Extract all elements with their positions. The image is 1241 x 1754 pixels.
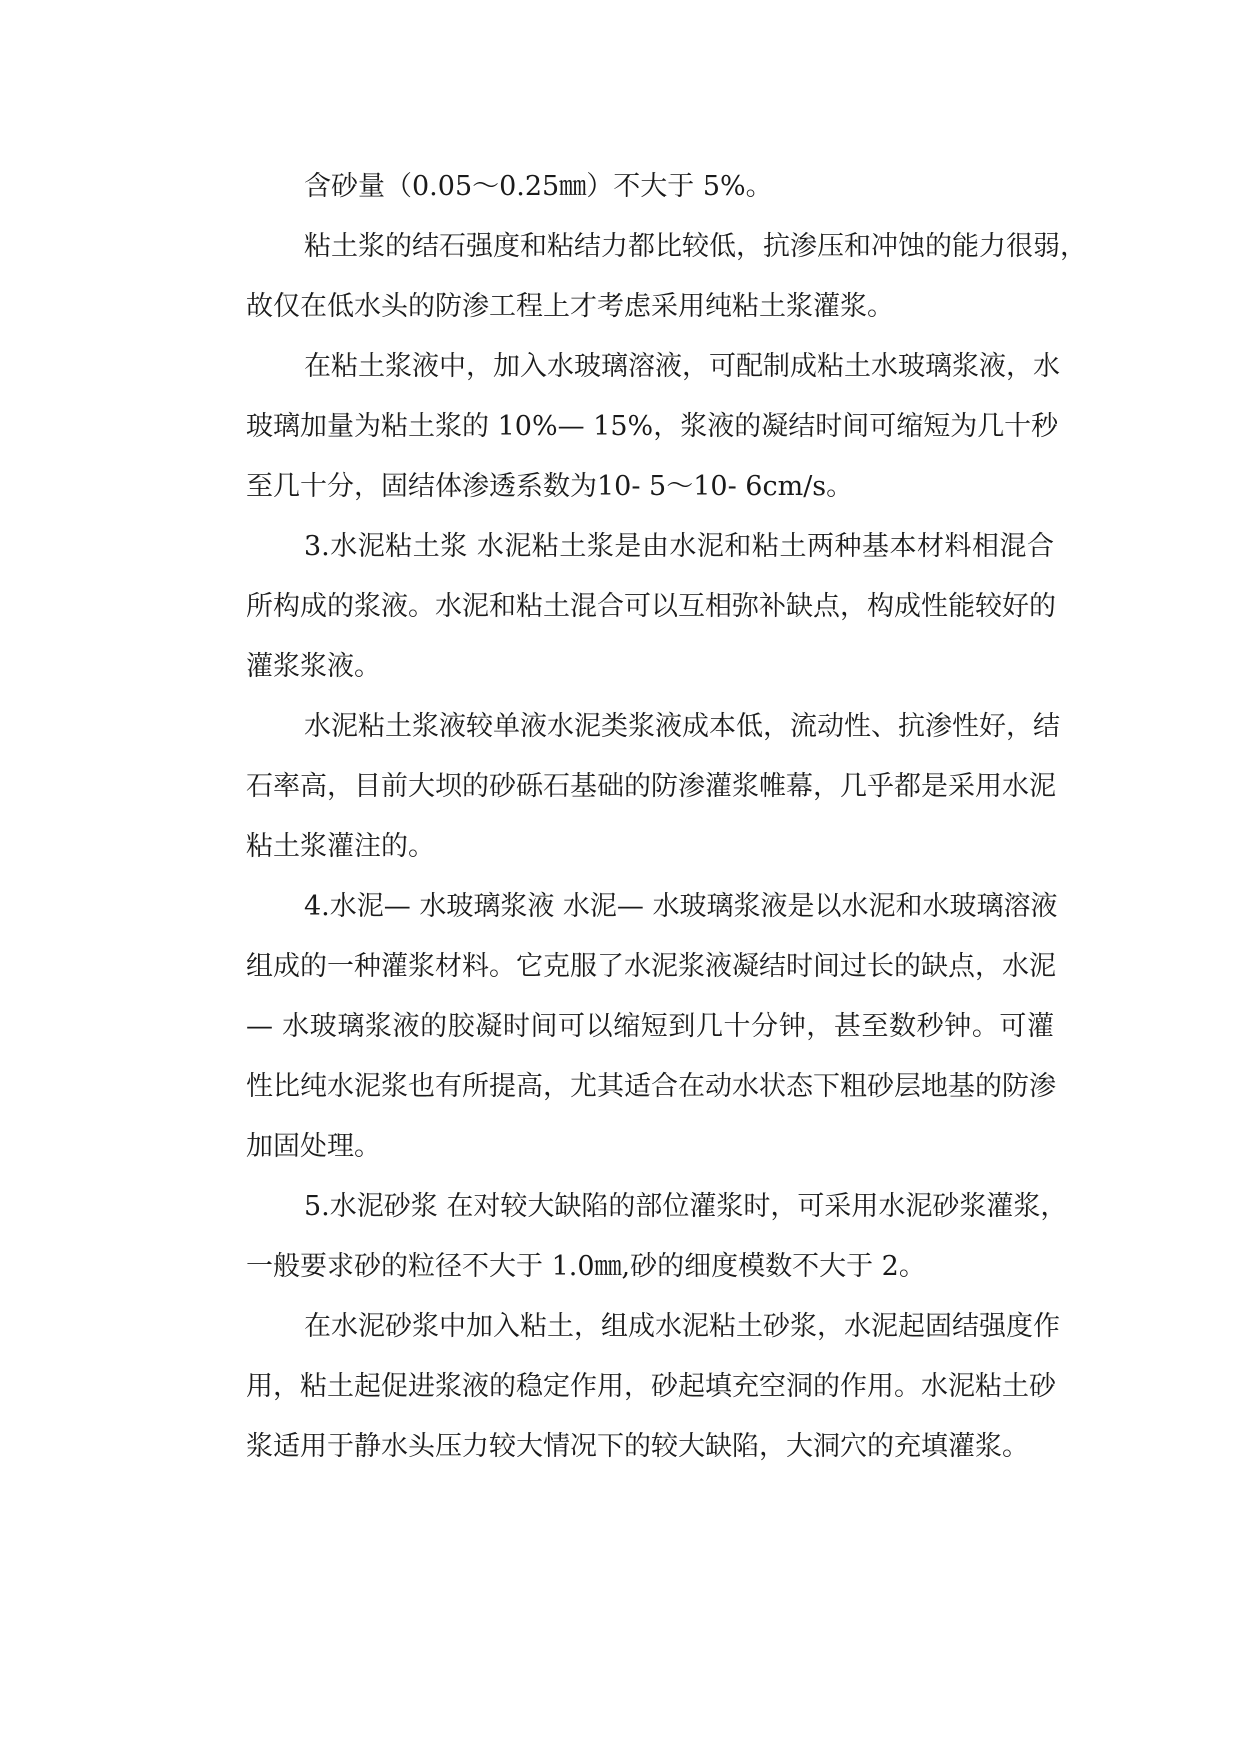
text-line: 浆适用于静水头压力较大情况下的较大缺陷，大洞穴的充填灌浆。 [246,1431,1029,1462]
text-line: 组成的一种灌浆材料。它克服了水泥浆液凝结时间过长的缺点，水泥 [246,951,1056,982]
document-body [188,157,1087,1477]
paragraph-sand-content [188,157,1054,217]
text-line: 在粘土浆液中，加入水玻璃溶液，可配制成粘土水玻璃浆液，水 [304,351,1060,382]
paragraph-clay-water-glass [188,337,1060,517]
text-line: 水泥粘土浆液较单液水泥类浆液成本低，流动性、抗渗性好，结 [304,711,1060,742]
text-line: 在水泥砂浆中加入粘土，组成水泥粘土砂浆，水泥起固结强度作 [304,1311,1060,1342]
text-line: 3.水泥粘土浆 水泥粘土浆是由水泥和粘土两种基本材料相混合 [304,531,1054,562]
text-line: 粘土浆的结石强度和粘结力都比较低，抗渗压和冲蚀的能力很弱， [304,231,1087,262]
text-line: 粘土浆灌注的。 [246,831,435,862]
text-line: 4.水泥— 水玻璃浆液 水泥— 水玻璃浆液是以水泥和水玻璃溶液 [304,891,1058,922]
paragraph-clay-slurry-strength [188,217,1087,337]
text-line: — 水玻璃浆液的胶凝时间可以缩短到几十分钟，甚至数秒钟。可灌 [246,1011,1054,1042]
paragraph-cement-clay-advantages [188,697,1060,877]
paragraph-cement-water-glass [188,877,1058,1177]
text-line: 故仅在低水头的防渗工程上才考虑采用纯粘土浆灌浆。 [246,291,894,322]
text-line: 含砂量（0.05～0.25㎜）不大于 5%。 [304,171,773,202]
paragraph-cement-mortar [188,1177,1068,1297]
text-line: 玻璃加量为粘土浆的 10%— 15%，浆液的凝结时间可缩短为几十秒 [246,411,1059,442]
text-line: 至几十分，固结体渗透系数为10- 5～10- 6cm/s。 [246,471,854,502]
text-line: 加固处理。 [246,1131,381,1162]
text-line: 性比纯水泥浆也有所提高，尤其适合在动水状态下粗砂层地基的防渗 [246,1071,1056,1102]
text-line: 一般要求砂的粒径不大于 1.0㎜,砂的细度模数不大于 2。 [246,1251,926,1282]
text-line: 石率高，目前大坝的砂砾石基础的防渗灌浆帷幕，几乎都是采用水泥 [246,771,1056,802]
text-line: 所构成的浆液。水泥和粘土混合可以互相弥补缺点，构成性能较好的 [246,591,1056,622]
text-line: 用，粘土起促进浆液的稳定作用，砂起填充空洞的作用。水泥粘土砂 [246,1371,1056,1402]
text-line: 灌浆浆液。 [246,651,381,682]
text-line: 5.水泥砂浆 在对较大缺陷的部位灌浆时，可采用水泥砂浆灌浆， [304,1191,1068,1222]
paragraph-cement-clay-slurry [188,517,1054,697]
paragraph-cement-clay-mortar [188,1297,1060,1477]
